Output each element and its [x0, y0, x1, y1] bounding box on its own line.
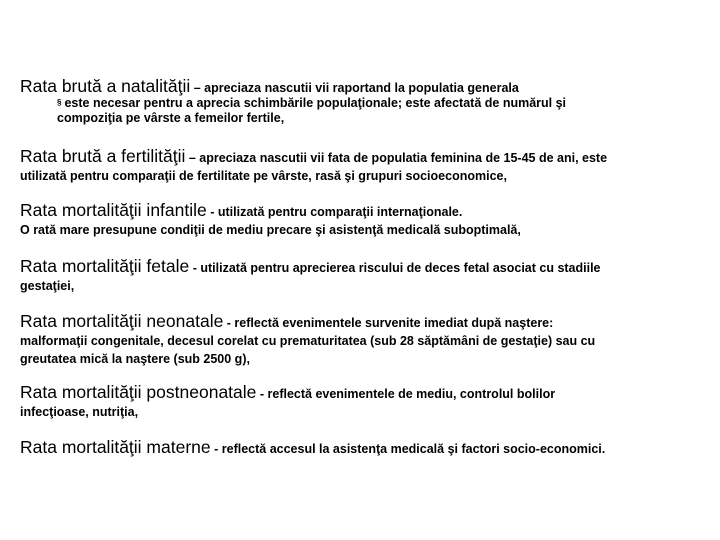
definition-description: – apreciaza nascutii vii fata de populatia feminina de 15-45 de ani, este	[185, 151, 608, 165]
definition-heading	[20, 76, 705, 97]
definition-continuation: utilizată pentru comparaţii de fertilitate pe vârste, rasă şi grupuri socioeconomice,	[20, 169, 507, 184]
definition-mortalitate-neonatala	[20, 311, 705, 368]
definition-heading	[20, 200, 705, 221]
definition-term: Rata mortalităţii infantile	[20, 200, 207, 220]
definition-mortalitate-materna	[20, 437, 705, 458]
definition-term: Rata mortalităţii materne	[20, 437, 211, 457]
definition-description: - reflectă evenimentele survenite imediat după naştere:	[223, 316, 554, 330]
definition-term: Rata brută a natalităţii	[20, 76, 191, 96]
definition-heading	[20, 146, 705, 167]
definition-mortalitate-fetala	[20, 256, 705, 295]
definition-mortalitate-postneonatala	[20, 382, 705, 421]
definition-continuation: malformaţii congenitale, decesul corelat cu prematuritatea (sub 28 săptămâni de gestaţie) sau cu	[20, 334, 596, 349]
definition-term: Rata brută a fertilităţii	[20, 146, 186, 166]
definition-continuation: gestaţiei,	[20, 279, 75, 294]
definition-term: Rata mortalităţii neonatale	[20, 311, 224, 331]
bullet-line	[57, 96, 566, 111]
definition-term: Rata mortalităţii postneonatale	[20, 382, 257, 402]
definition-continuation: infecţioase, nutriţia,	[20, 405, 139, 420]
definition-heading	[20, 256, 705, 277]
definition-heading	[20, 311, 705, 332]
definition-description: - reflectă evenimentele de mediu, controlul bolilor	[256, 387, 556, 401]
definition-description: - utilizată pentru comparaţii internaţionale.	[206, 205, 463, 219]
definition-description: - reflectă accesul la asistenţa medicală şi factori socio-economici.	[210, 442, 606, 456]
definition-term: Rata mortalităţii fetale	[20, 256, 190, 276]
bullet-text: este necesar pentru a aprecia schimbările populaţionale; este afectată de numărul şi	[64, 96, 567, 110]
definition-continuation: O rată mare presupune condiţii de mediu precare şi asistenţă medicală suboptimală,	[20, 223, 521, 238]
definition-description: – apreciaza nascutii vii raportand la populatia generala	[190, 81, 519, 95]
bullet-icon: §	[57, 98, 62, 107]
definition-heading	[20, 382, 705, 403]
definition-continuation: greutatea mică la naştere (sub 2500 g),	[20, 352, 250, 367]
definition-mortalitate-infantila	[20, 200, 705, 239]
definition-fertilitate	[20, 146, 705, 185]
definition-heading	[20, 437, 705, 458]
definition-natalitate	[20, 76, 705, 97]
bullet-line-continuation: compoziţia pe vârste a femeilor fertile,	[57, 111, 285, 125]
bullet-subitem	[57, 96, 566, 126]
definition-description: - utilizată pentru aprecierea riscului de deces fetal asociat cu stadiile	[189, 261, 601, 275]
